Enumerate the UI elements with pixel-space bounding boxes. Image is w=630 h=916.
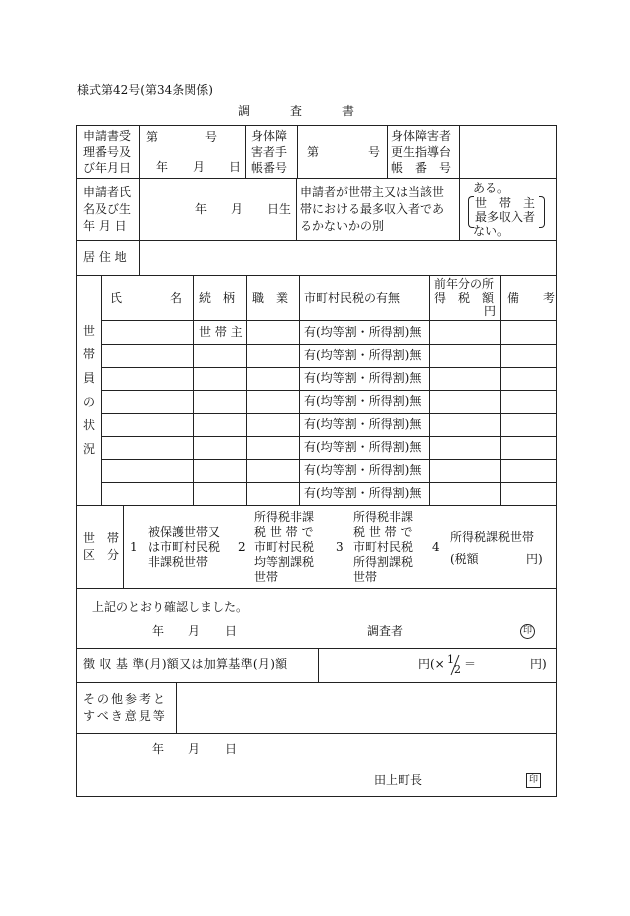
address-label: 居 住 地 xyxy=(83,250,127,264)
disability-handbook-label: 身体障 xyxy=(251,129,288,143)
fraction-slash xyxy=(449,654,461,676)
category-option-4: 所得税課税世帯 xyxy=(450,530,535,544)
category-option-1: 被保護世帯又 xyxy=(148,525,221,539)
fraction-numerator: 1 xyxy=(447,653,454,666)
investigator-seal-icon: 印 xyxy=(520,624,535,639)
col-income-tax: 前年分の所 xyxy=(434,277,495,291)
category-option-2: 所得税非課 xyxy=(254,510,315,524)
col-occupation: 職 業 xyxy=(252,291,289,305)
other-opinions-label: その他参考と xyxy=(83,692,168,706)
category-option-3: 所得税非課 xyxy=(353,510,414,524)
investigator-label: 調査者 xyxy=(367,624,404,638)
member-row-tax: 有(均等割・所得割)無 xyxy=(304,348,422,362)
member-row-tax: 有(均等割・所得割)無 xyxy=(304,325,422,339)
side-label-char: 状 xyxy=(83,418,96,432)
fraction-denominator: 2 xyxy=(454,663,461,676)
applicant-name-label: 申請者氏 xyxy=(83,185,132,199)
side-label-char: 況 xyxy=(83,442,96,456)
member-row-tax: 有(均等割・所得割)無 xyxy=(304,440,422,454)
household-category-label: 世 帯 xyxy=(83,531,120,545)
member-row-tax: 有(均等割・所得割)無 xyxy=(304,394,422,408)
side-label-char: 帯 xyxy=(83,347,96,361)
member-row-tax: 有(均等割・所得割)無 xyxy=(304,417,422,431)
mayor-seal-icon: 印 xyxy=(526,773,541,788)
col-name: 氏 名 xyxy=(110,291,183,305)
relation-householder: 世 帯 主 xyxy=(199,325,243,339)
side-label-char: 世 xyxy=(83,324,96,338)
rehab-ledger-label: 身体障害者 xyxy=(391,129,452,143)
mayor-label: 田上町長 xyxy=(374,773,423,787)
application-label: 申請書受 xyxy=(83,129,132,143)
member-row-tax: 有(均等割・所得割)無 xyxy=(304,371,422,385)
col-notes: 備 考 xyxy=(507,291,556,305)
householder-question: 申請者が世帯主又は当該世 xyxy=(300,185,445,199)
collection-standard-label: 徴 収 基 準(月)額又は加算基準(月)額 xyxy=(83,657,288,671)
side-label-char: 員 xyxy=(83,371,96,385)
col-relation: 続 柄 xyxy=(199,291,236,305)
member-row-tax: 有(均等割・所得割)無 xyxy=(304,463,422,477)
bracket-right xyxy=(539,196,545,228)
confirmation-text: 上記のとおり確認しました。 xyxy=(92,600,249,614)
form-number: 様式第42号(第34条関係) xyxy=(77,83,213,97)
col-municipal-tax: 市町村民税の有無 xyxy=(304,291,401,305)
member-row-tax: 有(均等割・所得割)無 xyxy=(304,486,422,500)
document-title: 調 査 書 xyxy=(238,104,356,118)
side-label-char: の xyxy=(83,395,96,409)
